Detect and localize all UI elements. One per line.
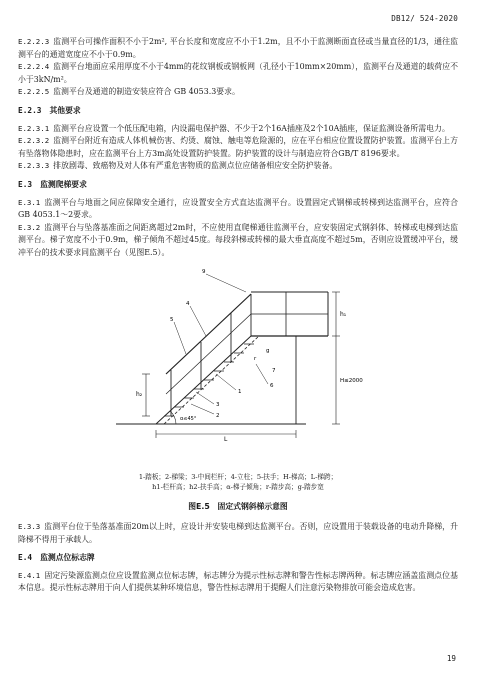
clause-e2-2-3 [18, 36, 458, 61]
figure-caption: 图E.5 固定式钢斜梯示意图 [188, 501, 288, 511]
clause-text: 监测平台位于坠落基准面20m以上时，应设计并安装电梯到达监测平台。否则，应设置用于装载设备的电动升降梯，升降梯不得用于承载人。 [18, 522, 458, 544]
section-title: 其他要求 [49, 105, 81, 115]
section-heading-e2-3 [18, 105, 458, 118]
stringer-bottom [156, 336, 251, 424]
figure-e5 [18, 264, 458, 470]
clause-number: E.2.3.3 [18, 161, 50, 171]
clause-e2-2-4 [18, 61, 458, 86]
clause-number: E.2.3.1 [18, 123, 50, 133]
steps [164, 344, 254, 416]
clause-text: 监测平台地面应采用厚度不小于4mm的花纹钢板或钢板网（孔径小于10mm×20mm），监测平台及通道的载荷应不小于3kN/m²。 [18, 62, 458, 84]
section-number: E.4 [18, 553, 33, 563]
document-code: DB12/ 524-2020 [391, 14, 458, 23]
callout-2: 2 [216, 412, 220, 419]
clause-number: E.2.2.3 [18, 37, 50, 46]
clause-text: 固定污染源监测点位应设置监测点位标志牌，标志牌分为提示性标志牌和警告性标志牌两种。标志牌应涵盖监测点位基本信息。提示性标志牌用于向人们提供某种环境信息，警告性标志牌用于提醒人们注意污染物排放可能会造成危害。 [18, 570, 458, 593]
legend-line: h1-栏杆高；h2-扶手高；α-梯子倾角；r-踏步高；g-踏步宽 [152, 483, 324, 491]
clause-e2-3-2 [18, 135, 458, 160]
clause-text: 监测平台可操作面积不小于2m², 平台长度和宽度应不小于1.2m，且不小于监测断面直径或当量直径的1/3，通往监测平台的通道宽度应不小于0.9m。 [18, 37, 458, 59]
label-L: L [224, 435, 228, 442]
label-alpha: α≤45° [180, 415, 197, 422]
clause-text: 排放剧毒、致癌物及对人体有严重危害物质的监测点位应储备相应安全防护装备。 [53, 161, 338, 171]
callout-6: 6 [270, 382, 274, 389]
section-number: E.3 [18, 179, 33, 189]
section-title: 监测爬梯要求 [40, 179, 87, 189]
figure-legend [18, 472, 458, 493]
callout-1: 1 [238, 388, 242, 395]
clause-e4-1 [18, 570, 458, 595]
section-heading-e4 [18, 552, 458, 565]
clause-e3-2 [18, 222, 458, 260]
label-r: r [254, 355, 257, 362]
callout-4: 4 [186, 300, 190, 307]
page-number: 19 [446, 654, 456, 663]
clause-text: 监测平台附近有造成人体机械伤害、灼烫、腐蚀、触电等危险源的，应在平台相应位置设置防护装置。监测平台上方有坠落物体隐患时，应在监测平台上方3m高处设置防护装置。防护装置的设计与制造应符合GB/T 8196要求。 [18, 136, 458, 158]
clause-text: 监测平台及通道的制造安装应符合 GB 4053.3要求。 [53, 87, 240, 97]
page-content [18, 36, 458, 595]
callout-7: 7 [272, 367, 276, 374]
label-H: H≤2000 [340, 377, 363, 384]
clause-text: 监测平台应设置一个低压配电箱，内设漏电保护器、不少于2个16A插座及2个10A插座，保证监测设备所需电力。 [53, 123, 450, 133]
clause-number: E.3.2 [18, 222, 41, 232]
section-title: 监测点位标志牌 [40, 553, 95, 563]
stair-diagram [96, 264, 376, 442]
clause-e3-1 [18, 197, 458, 222]
clause-e3-3 [18, 521, 458, 546]
clause-number: E.2.3.2 [18, 136, 50, 146]
clause-number: E.2.2.5 [18, 87, 50, 97]
clause-number: E.2.2.4 [18, 62, 50, 72]
mid-rail [166, 314, 251, 394]
clause-number: E.3.3 [18, 522, 41, 532]
clause-text: 监测平台与坠落基准面之间距离超过2m时，不应使用直爬梯通往监测平台，应安装固定式钢斜体、转梯或电梯到达监测平台。梯子宽度不小于0.9m，梯子倾角不超过45度。每段斜梯或转梯的最大垂直高度不超过5m，否则应设置缓冲平台，缓冲平台的技术要求同监测平台（见图E.5）。 [18, 222, 458, 257]
clause-e2-3-3 [18, 160, 458, 173]
label-g: g [266, 347, 270, 354]
label-h1: h₁ [340, 310, 347, 318]
label-h2: h₂ [136, 390, 143, 398]
clause-e2-2-5 [18, 86, 458, 99]
clause-e2-3-1 [18, 123, 458, 136]
section-number: E.2.3 [18, 105, 42, 115]
section-heading-e3 [18, 179, 458, 192]
clause-number: E.3.1 [18, 197, 41, 207]
legend-line: 1-踏板；2-梯梁；3-中间栏杆；4-立柱；5-扶手；H-梯高；L-梯跨； [138, 472, 338, 481]
callout-5: 5 [170, 316, 174, 323]
callout-9: 9 [202, 268, 206, 275]
callout-3: 3 [216, 401, 220, 408]
clause-number: E.4.1 [18, 570, 41, 580]
clause-text: 监测平台与地面之间应保障安全通行，应设置安全方式直达监测平台。设置固定式钢梯或转梯到达监测平台，应符合GB 4053.1～2要求。 [18, 197, 458, 220]
